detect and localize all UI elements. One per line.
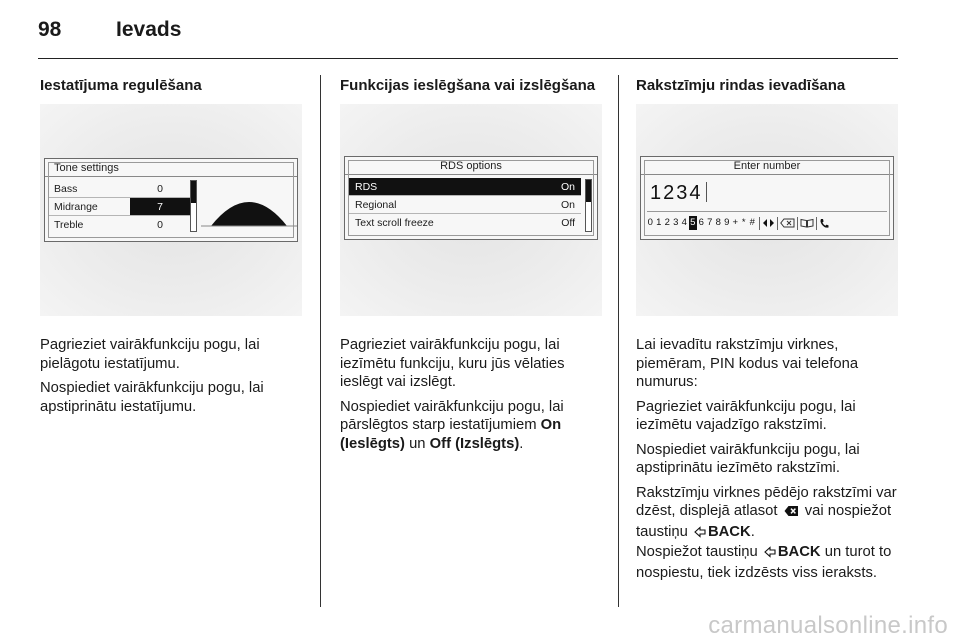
column-enter-number xyxy=(636,76,904,582)
tone-row-midrange xyxy=(49,198,195,216)
row-value: On xyxy=(560,199,575,211)
paragraph: Nospiediet vairākfunkciju pogu, lai apstiprinātu iezīmēto rakstzīmi. xyxy=(636,441,860,476)
number-display xyxy=(650,181,707,205)
bold-term-off: Off (Izslēgts) xyxy=(429,435,520,452)
paragraph: Pagrieziet vairākfunkciju pogu, lai iezīmētu vajadzīgo rakstzīmi. xyxy=(636,398,856,433)
text-run: Nospiediet vairākfunkciju pogu, lai pārslēgtos starp iestatījumiem xyxy=(340,398,564,433)
screen-title: Tone settings xyxy=(45,159,297,177)
key: 9 xyxy=(724,217,730,228)
column-heading: Rakstzīmju rindas ievadīšana xyxy=(636,77,846,94)
key: 6 xyxy=(698,217,704,228)
screen-title: Enter number xyxy=(641,157,893,175)
row-value: Off xyxy=(561,217,575,229)
delete-icon xyxy=(784,504,799,523)
key: 2 xyxy=(664,217,670,228)
book-icon xyxy=(800,216,814,230)
text-run: Nospiežot taustiņu xyxy=(636,544,762,560)
screen-title: RDS options xyxy=(345,157,597,175)
column-text xyxy=(40,336,308,416)
text-run: un xyxy=(404,435,430,452)
enter-number-screen xyxy=(640,156,894,240)
scrollbar xyxy=(585,179,592,232)
watermark: carmanualsonline.info xyxy=(708,612,948,639)
row-label: RDS xyxy=(355,181,378,193)
paragraph: Pagrieziet vairākfunkciju pogu, lai pielāgotu iestatījumu. xyxy=(40,337,260,372)
page-header xyxy=(38,18,181,48)
key: 8 xyxy=(715,217,721,228)
text-run: vai nospiežot taustiņu xyxy=(636,503,892,540)
cursor-left-right-icon xyxy=(762,216,775,230)
row-label: Midrange xyxy=(54,201,98,213)
column-heading: Funkcijas ieslēgšana vai izslēgšana xyxy=(340,77,596,94)
divider xyxy=(816,217,817,230)
rds-row-regional xyxy=(349,196,581,214)
paragraph xyxy=(636,484,904,583)
paragraph: Nospiediet vairākfunkciju pogu, lai apstiprinātu iestatījumu. xyxy=(40,380,264,415)
row-value: 7 xyxy=(130,198,190,215)
tone-settings-screen xyxy=(44,158,298,242)
key-selected: 5 xyxy=(690,217,696,228)
row-label: Regional xyxy=(355,199,397,211)
row-label: Bass xyxy=(54,183,78,195)
column-divider xyxy=(618,75,619,607)
header-rule xyxy=(38,58,898,59)
column-divider xyxy=(320,75,321,607)
paragraph: Lai ievadītu rakstzīmju virknes, piemēram, PIN kodus vai telefona numurus: xyxy=(636,337,859,390)
rds-options-figure xyxy=(340,104,602,316)
divider xyxy=(777,217,778,230)
key: 3 xyxy=(673,217,679,228)
tone-row-treble xyxy=(49,216,195,234)
character-keypad xyxy=(646,215,829,231)
paragraph: Pagrieziet vairākfunkciju pogu, lai iezīmētu funkciju, kuru jūs vēlaties ieslēgt vai izslēgt. xyxy=(340,337,565,390)
text-run: un turot to nospiestu, tiek izdzēsts viss ieraksts. xyxy=(636,544,892,581)
row-value: 0 xyxy=(157,219,163,231)
row-label: Treble xyxy=(54,219,84,231)
enter-number-figure xyxy=(636,104,898,316)
page-number: 98 xyxy=(38,18,62,41)
scrollbar-thumb xyxy=(586,180,591,202)
scrollbar-thumb xyxy=(191,181,196,203)
row-label: Text scroll freeze xyxy=(355,217,434,229)
key: * xyxy=(741,217,746,228)
entered-digits: 1234 xyxy=(650,182,703,204)
rds-options-screen xyxy=(344,156,598,240)
text-run: Rakstzīmju virknes pēdējo rakstzīmi var dzēst, displejā atlasot xyxy=(636,484,897,519)
column-tone-settings xyxy=(40,76,308,416)
key: # xyxy=(749,217,755,228)
tone-row-bass xyxy=(49,180,195,198)
column-text xyxy=(340,336,608,453)
separator xyxy=(647,211,887,212)
rds-row-rds xyxy=(349,178,581,196)
row-value: On xyxy=(560,181,575,193)
tone-settings-figure xyxy=(40,104,302,316)
paragraph xyxy=(340,398,608,454)
column-heading: Iestatījuma regulēšana xyxy=(40,77,202,94)
text-caret xyxy=(706,182,707,202)
scrollbar xyxy=(190,180,197,232)
section-title: Ievads xyxy=(116,18,182,41)
key: 1 xyxy=(656,217,662,228)
key: + xyxy=(732,217,739,228)
text-run: . xyxy=(519,435,524,452)
rds-row-text-scroll-freeze xyxy=(349,214,581,232)
tone-curve-graphic xyxy=(201,180,297,236)
tone-list xyxy=(49,180,195,234)
column-rds-options xyxy=(340,76,608,453)
bold-term-back: BACK xyxy=(777,544,821,560)
phone-icon xyxy=(819,216,829,230)
key: 0 xyxy=(647,217,653,228)
divider xyxy=(759,217,760,230)
row-value: 0 xyxy=(157,183,163,195)
divider xyxy=(797,217,798,230)
key: 7 xyxy=(707,217,713,228)
column-text xyxy=(636,336,904,582)
text-run: . xyxy=(750,523,755,540)
back-arrow-icon xyxy=(694,525,706,544)
bold-term-on: On (Ieslēgts) xyxy=(340,417,562,452)
bold-term-back: BACK xyxy=(707,523,751,540)
rds-list xyxy=(349,178,581,232)
key: 4 xyxy=(681,217,687,228)
back-arrow-icon xyxy=(764,545,776,564)
delete-icon xyxy=(780,216,795,230)
